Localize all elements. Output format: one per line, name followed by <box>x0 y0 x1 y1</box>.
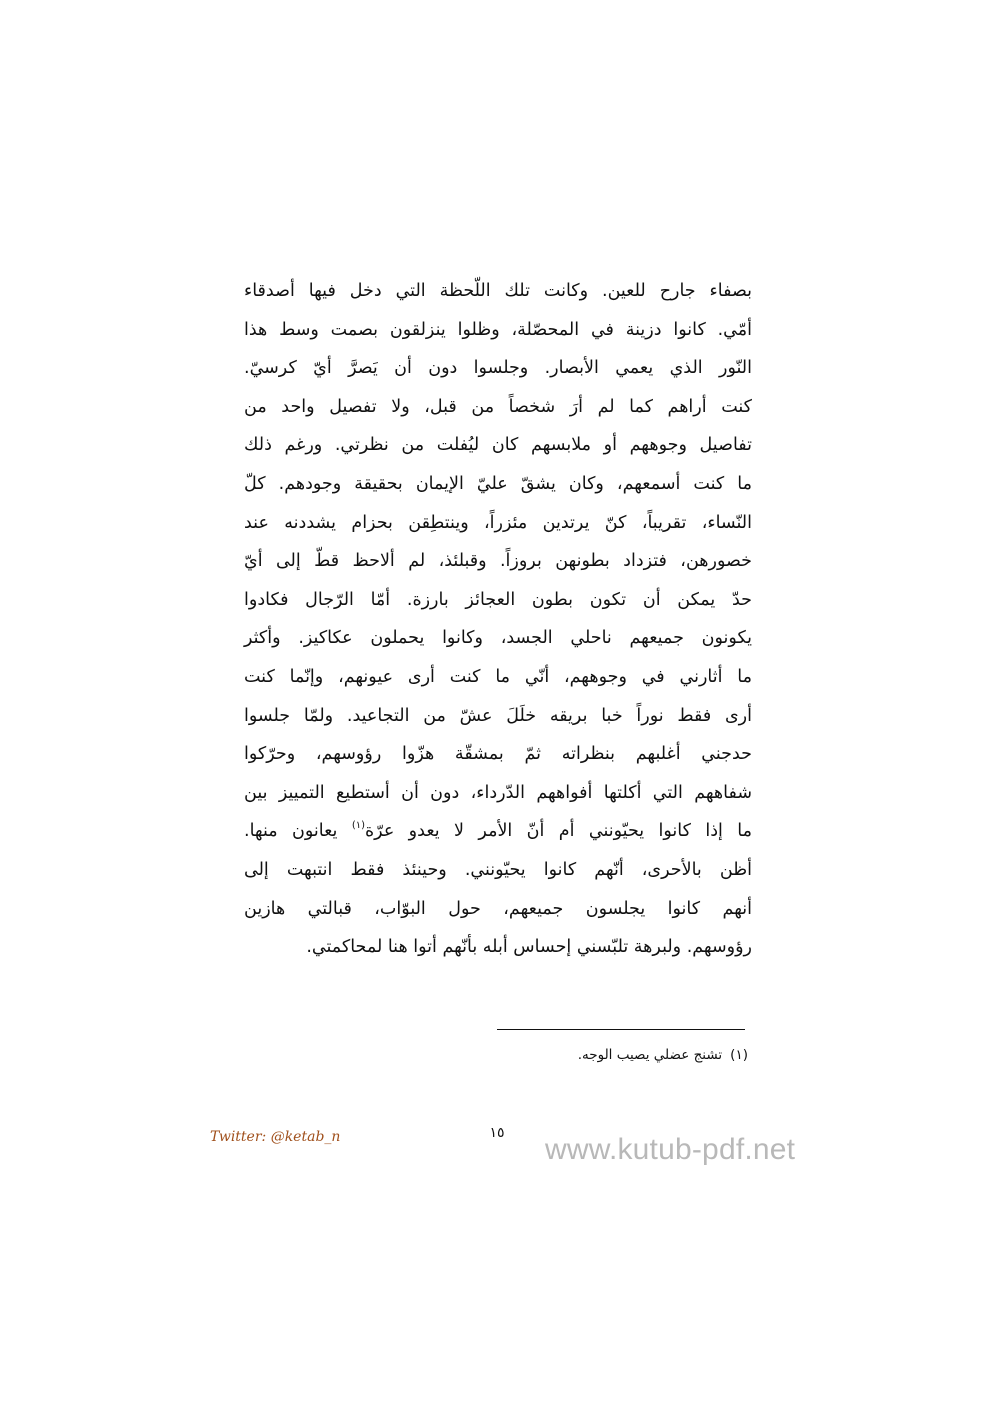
text-segment: يعانون منها. <box>244 821 352 842</box>
footnote-text: تشنج عضلي يصيب الوجه. <box>577 1047 723 1063</box>
text-line: حدجني أغلبهم بنظراته ثمّ بمشقّة هزّوا رؤوسهم، وحرّكوا <box>244 744 752 765</box>
text-line: خصورهن، فتزداد بطونهن بروزاً. وقبلئذ، لم ألاحظ قطّ إلى أيّ <box>244 551 752 572</box>
text-line: النّور الذي يعمي الأبصار. وجلسوا دون أن يَصرَّ أيّ كرسيّ. <box>244 358 752 379</box>
text-line: ما كنت أسمعهم، وكان يشقّ عليّ الإيمان بحقيقة وجودهم. كلّ <box>244 473 752 494</box>
text-line: أمّي. كانوا دزينة في المحصّلة، وظلوا ينزلقون بصمت وسط هذا <box>244 319 752 340</box>
text-line: تفاصيل وجوههم أو ملابسهم كان ليُفلت من نظرتي. ورغم ذلك <box>244 435 752 456</box>
text-line: أظن بالأحرى، أنّهم كانوا يحيّونني. وحينئذ فقط انتبهت إلى <box>244 859 752 880</box>
text-line: بصفاء جارح للعين. وكانت تلك اللّحظة التي دخل فيها أصدقاء <box>244 281 752 301</box>
text-line: ما أثارني في وجوههم، أنّي ما كنت أرى عيونهم، وإنّما كنت <box>244 666 752 687</box>
footnote <box>440 1043 748 1067</box>
footnote-mark: (١) <box>730 1047 748 1063</box>
text-line: رؤوسهم. ولبرهة تلبّسني إحساس أبله بأنّهم أتوا هنا لمحاكمتي. <box>306 937 752 958</box>
page-number: ١٥ <box>489 1125 505 1141</box>
text-line: أنهم كانوا يجلسون جميعهم، حول البوّاب، قبالتي هازين <box>244 898 752 919</box>
text-line: يكونون جميعهم ناحلي الجسد، وكانوا يحملون عكاكيز. وأكثر <box>244 628 752 649</box>
footnote-divider <box>497 1029 745 1030</box>
watermark-url: www.kutub-pdf.net <box>545 1133 796 1166</box>
body-paragraph <box>244 272 752 967</box>
footnote-reference[interactable]: (١) <box>351 820 366 832</box>
text-line: حدّ يمكن أن تكون بطون العجائز بارزة. أمّا الرّجال فكادوا <box>244 589 752 610</box>
twitter-handle: Twitter: @ketab_n <box>210 1129 341 1145</box>
text-line: كنت أراهم كما لم أرَ شخصاً من قبل، ولا تفصيل واحد من <box>244 396 752 417</box>
text-line: أرى فقط نوراً خبا بريقه خلَلَ عشّ من التجاعيد. ولمّا جلسوا <box>244 705 752 726</box>
text-line: النّساء، تقريباً، كنّ يرتدين مئزراً، وينتطِقن بحزام يشددنه عند <box>244 512 752 533</box>
text-segment: ما إذا كانوا يحيّونني أم أنّ الأمر لا يعدو عرّة <box>365 821 752 842</box>
text-line: شفاههم التي أكلتها أفواههم الدّرداء، دون أن أستطيع التمييز بين <box>244 782 752 803</box>
text-line-with-footnote-ref <box>244 812 752 851</box>
